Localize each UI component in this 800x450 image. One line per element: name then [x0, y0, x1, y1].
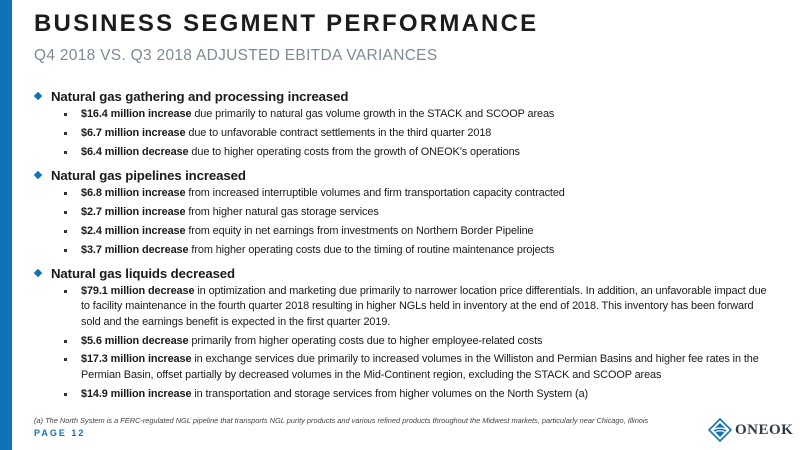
- variance-description: from higher natural gas storage services: [185, 205, 379, 218]
- list-item: [34, 352, 774, 383]
- square-bullet-icon: [64, 387, 69, 402]
- section-heading-text: Natural gas pipelines increased: [51, 167, 246, 183]
- bullet-list: [34, 186, 774, 258]
- oneok-logo-icon: [708, 418, 732, 442]
- variance-amount: $6.7 million increase: [81, 126, 186, 139]
- diamond-bullet-icon: [34, 171, 42, 179]
- variance-amount: $2.7 million increase: [81, 205, 186, 218]
- variance-description: in exchange services due primarily to increased volumes in the Williston and Permian Basins and higher fee rates in the Permian Basin, offset partially by decreased volumes in the Mid-Continent region, excluding the STACK and SCOOP areas: [81, 353, 759, 381]
- square-bullet-icon: [64, 243, 69, 258]
- square-bullet-icon: [64, 107, 69, 122]
- square-bullet-icon: [64, 224, 69, 239]
- variance-description: in transportation and storage services from higher volumes on the North System (a): [191, 387, 589, 400]
- list-item: [34, 334, 774, 349]
- list-item: [34, 126, 774, 141]
- variance-description: in optimization and marketing due primarily to narrower location price differentials. In addition, an unfavorable impact due to facility maintenance in the fourth quarter 2018 resulting in higher NGLs held in inventory at the end of 2018. This inventory has been forward sold and the earnings benefit is expected in the first quarter 2019.: [81, 285, 767, 328]
- section: [34, 165, 774, 258]
- diamond-bullet-icon: [34, 92, 42, 100]
- list-item: [34, 224, 774, 239]
- variance-amount: $5.6 million decrease: [81, 334, 189, 347]
- variance-amount: $79.1 million decrease: [81, 285, 195, 298]
- page-subtitle: Q4 2018 VS. Q3 2018 ADJUSTED EBITDA VARIANCES: [34, 47, 438, 64]
- list-item: [34, 387, 774, 402]
- section-heading-text: Natural gas gathering and processing increased: [51, 88, 349, 104]
- list-item: [34, 243, 774, 258]
- section: [34, 86, 774, 160]
- variance-amount: $2.4 million increase: [81, 224, 186, 237]
- diamond-bullet-icon: [34, 269, 42, 277]
- variance-description: from equity in net earnings from investments on Northern Border Pipeline: [185, 224, 534, 237]
- section-heading: [34, 263, 774, 283]
- variance-description: due to unfavorable contract settlements in the third quarter 2018: [185, 126, 492, 139]
- list-item: [34, 145, 774, 160]
- variance-description: due to higher operating costs from the growth of ONEOK’s operations: [188, 145, 520, 158]
- bullet-list: [34, 284, 774, 402]
- square-bullet-icon: [64, 334, 69, 349]
- page-title: BUSINESS SEGMENT PERFORMANCE: [34, 10, 539, 37]
- variance-amount: $16.4 million increase: [81, 108, 192, 120]
- content-area: [34, 86, 774, 407]
- variance-amount: $6.4 million decrease: [81, 145, 189, 158]
- variance-amount: $17.3 million increase: [81, 353, 192, 366]
- variance-amount: $14.9 million increase: [81, 387, 192, 400]
- square-bullet-icon: [64, 352, 69, 383]
- square-bullet-icon: [64, 284, 69, 330]
- bullet-list: [34, 107, 774, 160]
- section: [34, 263, 774, 402]
- square-bullet-icon: [64, 205, 69, 220]
- section-heading: [34, 165, 774, 185]
- footnote: (a) The North System is a FERC-regulated NGL pipeline that transports NGL purity products and various refined products throughout the Midwest markets, particularly near Chicago, Illinois: [34, 416, 649, 425]
- square-bullet-icon: [64, 145, 69, 160]
- variance-amount: $6.8 million increase: [81, 187, 186, 200]
- left-accent-bar: [0, 0, 12, 450]
- list-item: [34, 186, 774, 201]
- logo-text: ONEOK: [735, 421, 794, 438]
- list-item: [34, 107, 774, 122]
- variance-description: from increased interruptible volumes and firm transportation capacity contracted: [185, 187, 565, 200]
- square-bullet-icon: [64, 186, 69, 201]
- list-item: [34, 284, 774, 330]
- section-heading-text: Natural gas liquids decreased: [51, 265, 235, 281]
- square-bullet-icon: [64, 126, 69, 141]
- variance-description: primarily from higher operating costs due to higher employee-related costs: [188, 334, 543, 347]
- variance-description: due primarily to natural gas volume growth in the STACK and SCOOP areas: [191, 108, 555, 120]
- section-heading: [34, 86, 774, 106]
- variance-description: from higher operating costs due to the timing of routine maintenance projects: [188, 243, 555, 256]
- variance-amount: $3.7 million decrease: [81, 243, 189, 256]
- list-item: [34, 205, 774, 220]
- page-number: PAGE 12: [34, 428, 86, 438]
- oneok-logo: [708, 418, 793, 442]
